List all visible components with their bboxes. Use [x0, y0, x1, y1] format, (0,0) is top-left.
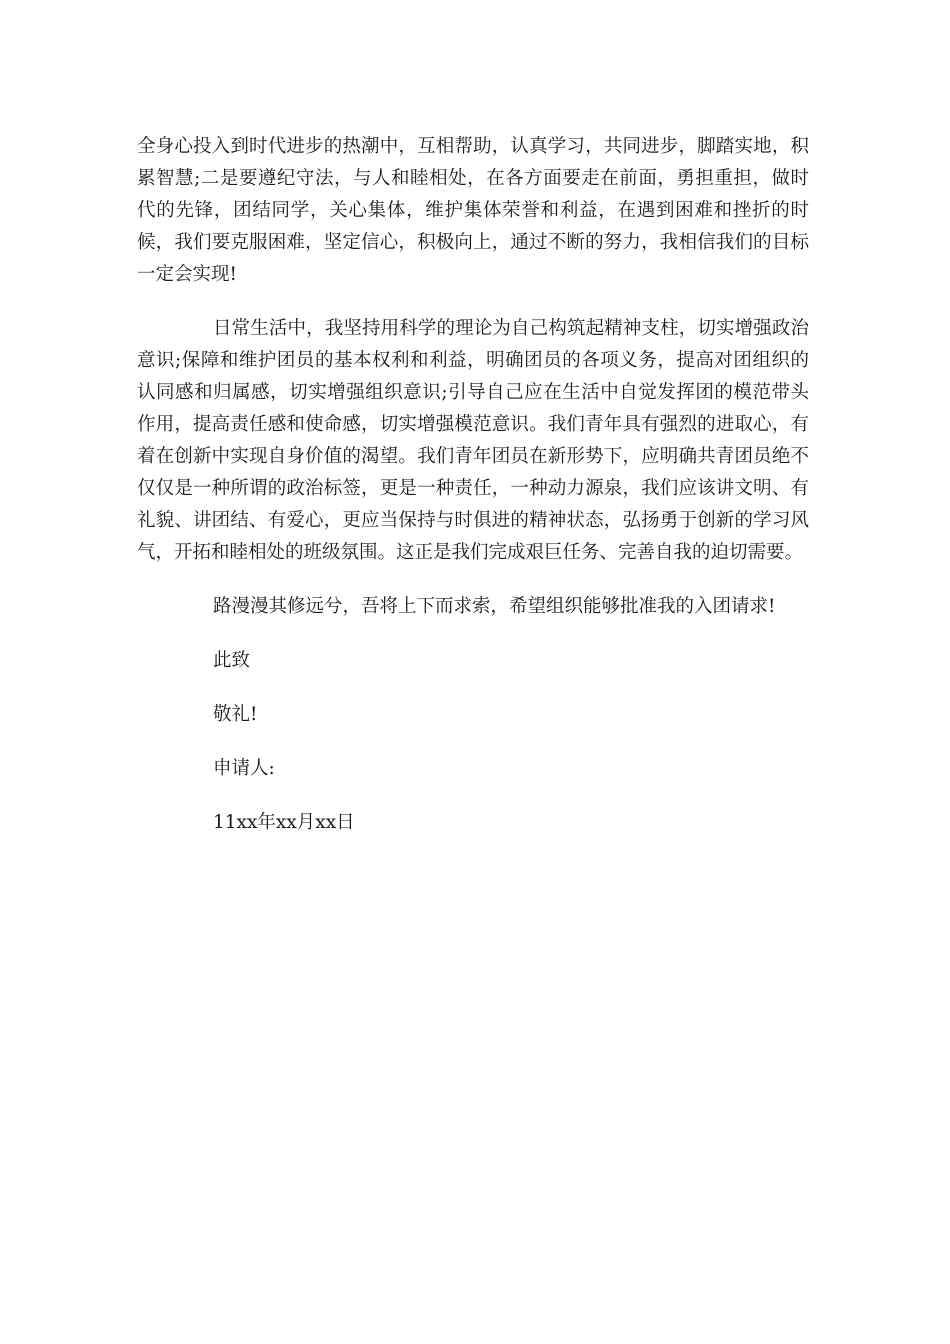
paragraph-commitment: 全身心投入到时代进步的热潮中，互相帮助，认真学习，共同进步，脚踏实地，积累智慧;二是要遵纪守法，与人和睦相处，在各方面要走在前面，勇担重担，做时代的先锋，团结同学，关心集体，维护集体荣誉和利益，在遇到困难和挫折的时候，我们要克服困难，坚定信心，积极向上，通过不断的努力，我相信我们的目标一定会实现! — [137, 136, 809, 285]
salutation-to: 此致 — [213, 650, 251, 671]
closing-line: 路漫漫其修远兮，吾将上下而求索，希望组织能够批准我的入团请求! — [213, 596, 776, 617]
signature-date: 11xx年xx月xx日 — [213, 812, 355, 833]
document-body — [137, 131, 809, 861]
salutation-regards: 敬礼! — [213, 704, 258, 725]
applicant-label: 申请人: — [213, 758, 275, 779]
paragraph-daily-life: 日常生活中，我坚持用科学的理论为自己构筑起精神支柱，切实增强政治意识;保障和维护团员的基本权利和利益，明确团员的各项义务，提高对团组织的认同感和归属感，切实增强组织意识;引导自己应在生活中自觉发挥团的模范带头作用，提高责任感和使命感，切实增强模范意识。我们青年具有强烈的进取心，有着在创新中实现自身价值的渴望。我们青年团员在新形势下，应明确共青团员绝不仅仅是一种所谓的政治标签，更是一种责任，一种动力源泉，我们应该讲文明、有礼貌、讲团结、有爱心，更应当保持与时俱进的精神状态，弘扬勇于创新的学习风气，开拓和睦相处的班级氛围。这正是我们完成艰巨任务、完善自我的迫切需要。 — [137, 318, 809, 563]
